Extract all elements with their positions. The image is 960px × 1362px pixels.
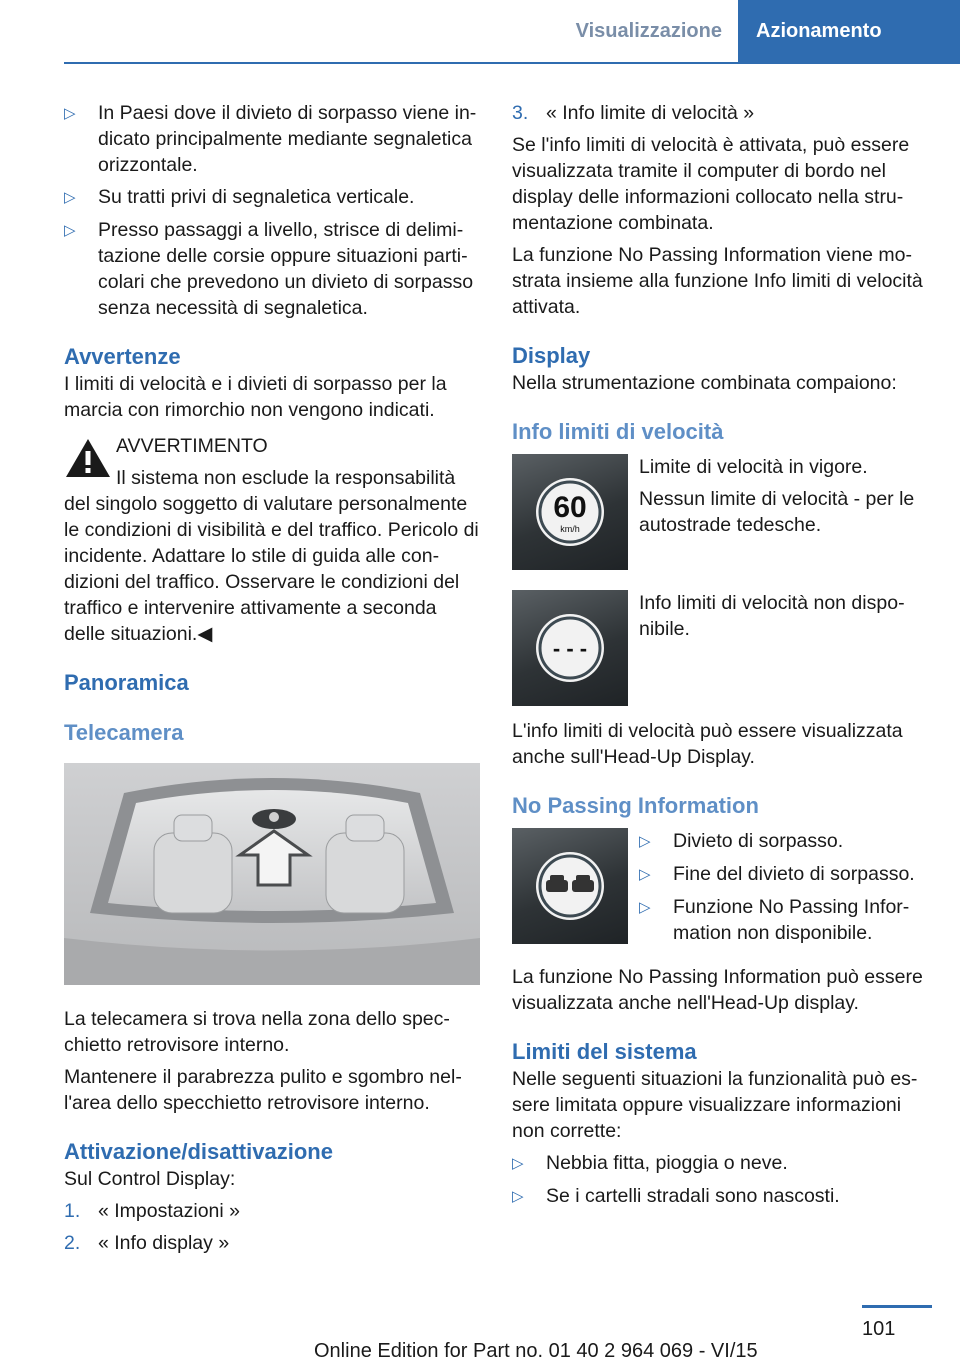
- header-divider: [64, 62, 960, 64]
- sign-description: Nessun limite di velocità - per le autostrade tedesche.: [639, 488, 915, 536]
- footer-divider: [862, 1305, 932, 1308]
- list-item: ▷ Su tratti privi di segnaletica verticale.: [64, 184, 480, 211]
- triangle-bullet-icon: ▷: [64, 222, 76, 239]
- info-after-text: L'info limiti di velocità può essere visualizzata anche sull'Head-Up Display.: [512, 720, 903, 768]
- no-passing-sign-image: [512, 828, 628, 944]
- warning-block: [64, 433, 480, 647]
- paragraph: La funzione No Passing Information viene mostrata insieme alla funzione Info limiti di velocità attivata.: [512, 244, 923, 318]
- list-item: ▷ Fine del divieto di sorpasso.: [639, 861, 928, 888]
- triangle-bullet-icon: ▷: [64, 105, 76, 122]
- triangle-bullet-icon: ▷: [639, 899, 651, 916]
- speed-limit-unavailable-image: [512, 590, 628, 706]
- subsection-title-info-limiti: Info limiti di velocità: [512, 419, 724, 444]
- tab-visualizzazione[interactable]: Visualizzazione: [575, 19, 722, 42]
- section-title-attivazione: Attivazione/disattivazione: [64, 1139, 333, 1164]
- svg-text:km/h: km/h: [560, 524, 580, 534]
- list-item: ▷ Nebbia fitta, pioggia o neve.: [512, 1150, 928, 1177]
- page-number: 101: [862, 1318, 896, 1340]
- attivazione-text: Sul Control Display:: [64, 1168, 236, 1190]
- right-column: [512, 100, 928, 1216]
- sign-row-speed-limit: [512, 454, 928, 570]
- list-item: ▷ In Paesi dove il divieto di sorpasso viene indicato principalmente mediante segnaletica orizzontale.: [64, 102, 477, 176]
- triangle-bullet-icon: ▷: [512, 1188, 524, 1205]
- nopass-after-text: La funzione No Passing Information può essere visualizzata anche nell'Head-Up display.: [512, 966, 923, 1014]
- section-title-display: Display: [512, 343, 591, 368]
- page-header: [566, 0, 960, 62]
- section-title-limiti: Limiti del sistema: [512, 1039, 697, 1064]
- section-title-avvertenze: Avvertenze: [64, 344, 181, 369]
- camera-text-1: La telecamera si trova nella zona dello specchietto retrovisore interno.: [64, 1008, 450, 1056]
- step-item: 3. « Info limite di velocità »: [512, 102, 755, 124]
- sign-row-unavailable: [512, 590, 928, 706]
- sign-description: Limite di velocità in vigore.: [639, 456, 868, 478]
- camera-location-illustration: [64, 763, 480, 985]
- section-title-panoramica: Panoramica: [64, 670, 189, 695]
- paragraph: Se l'info limiti di velocità è attivata, può essere visualizzata tramite il computer di bordo nel display delle informazioni collocato nella strumentazione combinata.: [512, 134, 910, 234]
- edition-note: Online Edition for Part no. 01 40 2 964 069 - VI/15: [314, 1340, 758, 1362]
- triangle-bullet-icon: ▷: [639, 833, 651, 850]
- limiti-text: Nelle seguenti situazioni la funzionalità può essere limitata oppure visualizzare informazioni non corrette:: [512, 1068, 918, 1142]
- display-text: Nella strumentazione combinata compaiono:: [512, 372, 897, 394]
- speed-limit-60-icon: [512, 454, 628, 570]
- triangle-bullet-icon: ▷: [512, 1155, 524, 1172]
- warning-icon: [64, 437, 112, 479]
- list-item: ▷ Funzione No Passing Information non disponibile.: [639, 896, 910, 944]
- subsection-title-telecamera: Telecamera: [64, 720, 184, 745]
- triangle-bullet-icon: ▷: [64, 189, 76, 206]
- speed-limit-unavailable-icon: [512, 590, 628, 706]
- sign-row-no-passing: [512, 828, 928, 952]
- list-item: ▷ Divieto di sorpasso.: [639, 828, 928, 855]
- avvertenze-text: I limiti di velocità e i divieti di sorpasso per la marcia con rimorchio non vengono indicati.: [64, 373, 447, 421]
- sign-description: Info limiti di velocità non disponibile.: [639, 592, 905, 640]
- speed-limit-sign-image: [512, 454, 628, 570]
- list-item: ▷ Presso passaggi a livello, strisce di delimitazione delle corsie oppure situazioni particolari che prevedono un divieto di sorpasso senza necessità di segnaletica.: [64, 219, 474, 319]
- list-item: ▷ Se i cartelli stradali sono nascosti.: [512, 1183, 928, 1210]
- tab-azionamento[interactable]: Azionamento: [738, 0, 960, 62]
- subsection-title-no-passing: No Passing Information: [512, 793, 759, 818]
- step-item: 1. « Impostazioni »: [64, 1200, 240, 1222]
- svg-text:- - -: - - -: [552, 636, 588, 661]
- no-passing-icon: [512, 828, 628, 944]
- step-item: 2. « Info display »: [64, 1232, 230, 1254]
- warning-title: AVVERTIMENTO: [116, 435, 268, 457]
- left-column: [64, 100, 480, 1262]
- svg-text:60: 60: [553, 491, 587, 524]
- triangle-bullet-icon: ▷: [639, 866, 651, 883]
- camera-text-2: Mantenere il parabrezza pulito e sgombro nell'area dello specchietto retrovisore interno.: [64, 1066, 462, 1114]
- warning-text: Il sistema non esclude la responsabilità del singolo soggetto di valutare personalmente le condizioni di visibilità e del traffico. Pericolo di incidente. Adattare lo stile di guida alle condizioni del traffico. Osservare le condizioni del traffico e intervenire attivamente a seconda delle situazioni.◀: [64, 467, 479, 645]
